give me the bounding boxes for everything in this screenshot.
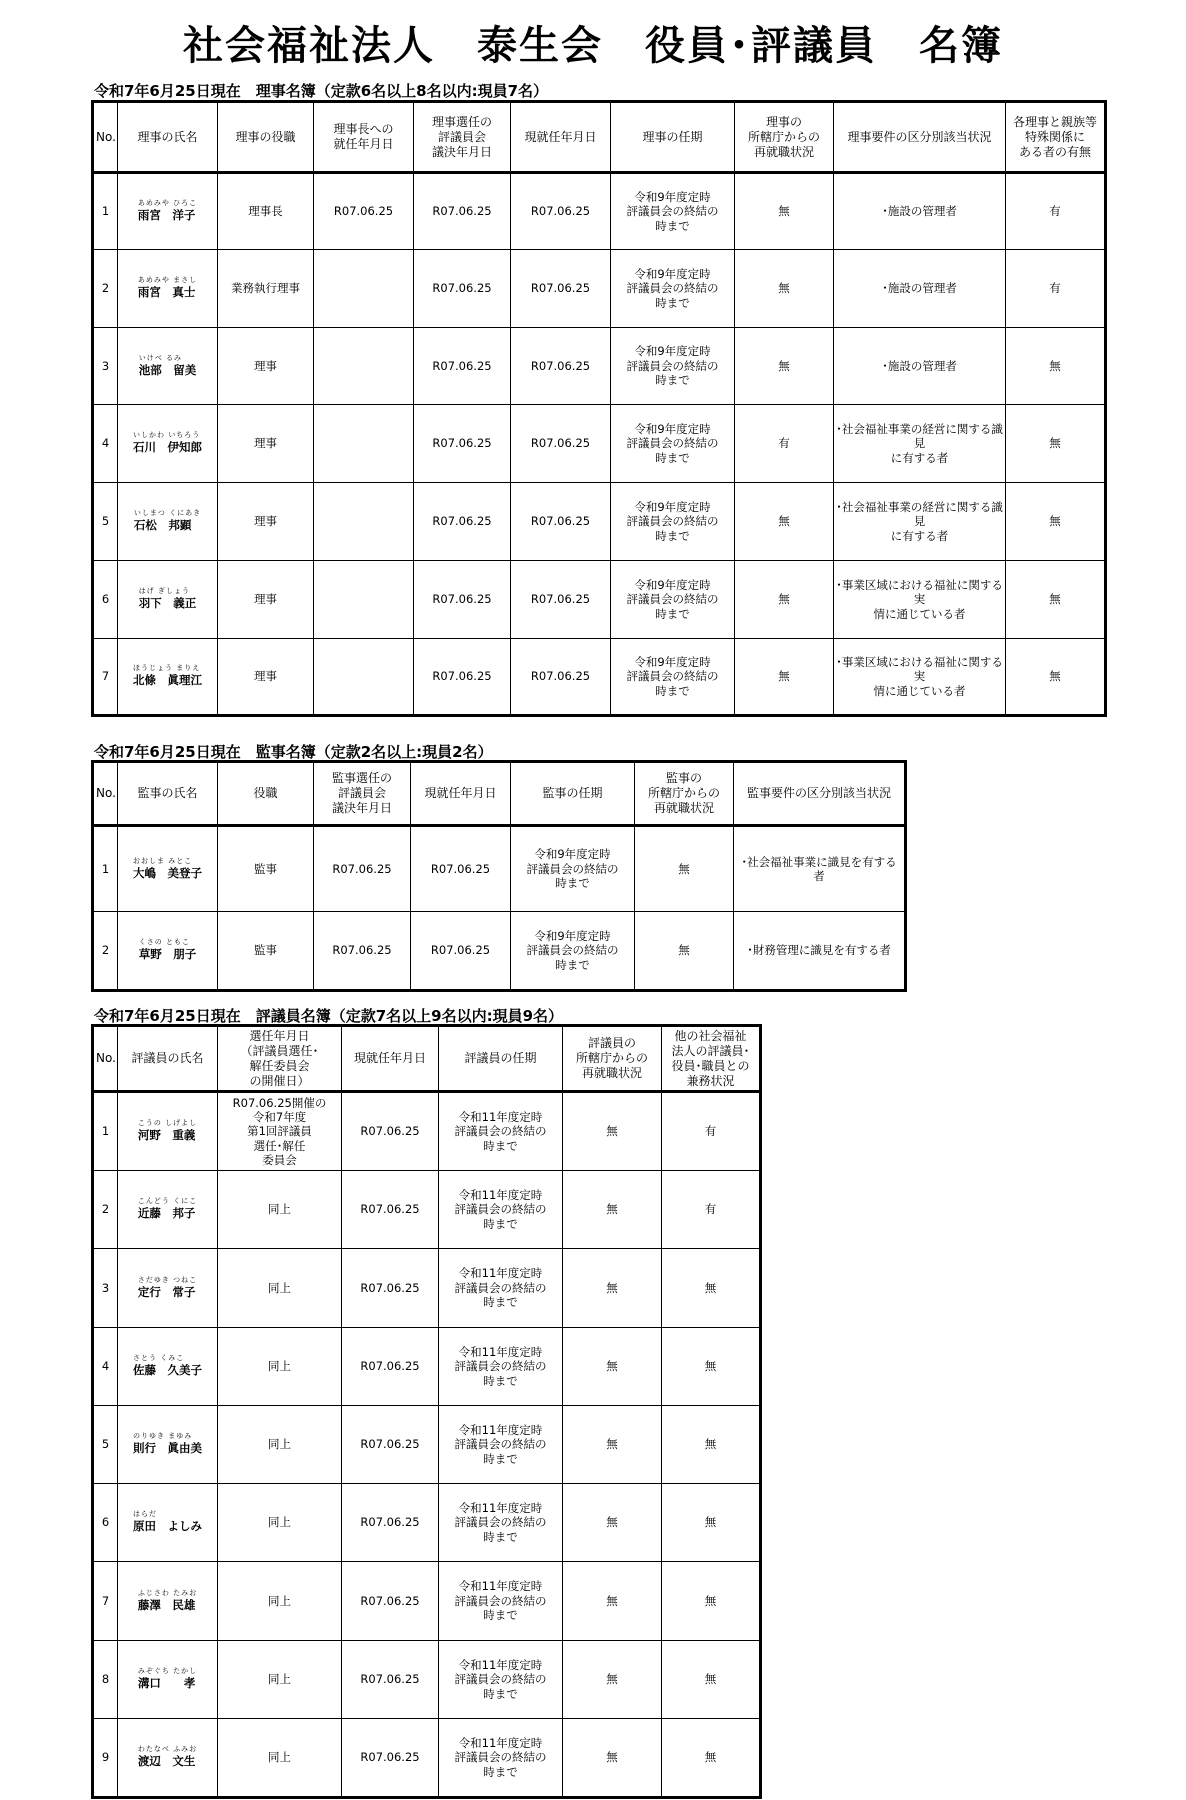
term-cell: 令和11年度定時 評議員会の終結の 時まで bbox=[439, 1562, 563, 1641]
selection-date-cell: 同上 bbox=[218, 1406, 342, 1484]
reemployment-cell: 無 bbox=[563, 1562, 662, 1641]
column-header: 理事要件の区分別該当状況 bbox=[834, 102, 1006, 173]
resolution-date-cell: R07.06.25 bbox=[314, 826, 411, 912]
column-header: 監事の任期 bbox=[511, 762, 635, 826]
selection-date-cell: 同上 bbox=[218, 1328, 342, 1406]
row-number: 1 bbox=[93, 1092, 118, 1171]
row-number: 9 bbox=[93, 1719, 118, 1798]
column-header: 監事選任の 評議員会 議決年月日 bbox=[314, 762, 411, 826]
requirement-cell: ･事業区域における福祉に関する実 情に通じている者 bbox=[834, 561, 1006, 639]
table-row bbox=[93, 1484, 761, 1562]
table-row bbox=[93, 1328, 761, 1406]
name-cell bbox=[118, 1171, 218, 1249]
table-row bbox=[93, 1719, 761, 1798]
term-cell: 令和11年度定時 評議員会の終結の 時まで bbox=[439, 1328, 563, 1406]
person-name: 雨宮 真士 bbox=[137, 285, 196, 300]
concurrent-post-cell: 無 bbox=[662, 1406, 761, 1484]
row-number: 5 bbox=[93, 1406, 118, 1484]
name-ruby: わたなべ ふみお bbox=[137, 1745, 198, 1754]
term-cell: 令和11年度定時 評議員会の終結の 時まで bbox=[439, 1406, 563, 1484]
chair-date-cell bbox=[314, 561, 414, 639]
chair-date-cell bbox=[314, 328, 414, 405]
column-header: 役職 bbox=[218, 762, 314, 826]
name-cell bbox=[118, 405, 218, 483]
appointed-date-cell: R07.06.25 bbox=[342, 1406, 439, 1484]
appointed-date-cell: R07.06.25 bbox=[342, 1092, 439, 1171]
role-cell: 理事長 bbox=[218, 173, 314, 250]
name-ruby: いしまつ くにあき bbox=[133, 509, 202, 518]
requirement-cell: ･社会福祉事業の経営に関する識見 に有する者 bbox=[834, 483, 1006, 561]
name-cell bbox=[118, 1719, 218, 1798]
reemployment-cell: 無 bbox=[735, 250, 834, 328]
appointed-date-cell: R07.06.25 bbox=[342, 1171, 439, 1249]
name-ruby: いけべ るみ bbox=[138, 353, 182, 362]
reemployment-cell: 無 bbox=[735, 483, 834, 561]
auditors-header-row bbox=[93, 762, 906, 826]
column-header: 評議員の 所轄庁からの 再就職状況 bbox=[563, 1026, 662, 1092]
column-header: 監事要件の区分別該当状況 bbox=[734, 762, 906, 826]
name-cell bbox=[118, 1092, 218, 1171]
term-cell: 令和9年度定時 評議員会の終結の 時まで bbox=[611, 250, 735, 328]
term-cell: 令和11年度定時 評議員会の終結の 時まで bbox=[439, 1641, 563, 1719]
name-cell bbox=[118, 1484, 218, 1562]
term-cell: 令和9年度定時 評議員会の終結の 時まで bbox=[511, 826, 635, 912]
row-number: 2 bbox=[93, 1171, 118, 1249]
person-name: 藤澤 民雄 bbox=[137, 1597, 196, 1612]
name-ruby: あめみや ひろこ bbox=[137, 199, 198, 208]
relative-cell: 無 bbox=[1006, 483, 1106, 561]
reemployment-cell: 無 bbox=[635, 826, 734, 912]
person-name: 近藤 邦子 bbox=[137, 1206, 196, 1221]
name-ruby: こんどう くにこ bbox=[137, 1197, 198, 1206]
row-number: 1 bbox=[93, 826, 118, 912]
person-name: 北條 眞理江 bbox=[133, 673, 202, 688]
appointed-date-cell: R07.06.25 bbox=[511, 328, 611, 405]
row-number: 7 bbox=[93, 639, 118, 716]
person-name: 石松 邦顕 bbox=[133, 518, 192, 533]
term-cell: 令和11年度定時 評議員会の終結の 時まで bbox=[439, 1249, 563, 1328]
reemployment-cell: 無 bbox=[735, 561, 834, 639]
requirement-cell: ･社会福祉事業に識見を有する者 bbox=[734, 826, 906, 912]
chair-date-cell bbox=[314, 250, 414, 328]
name-cell bbox=[118, 826, 218, 912]
resolution-date-cell: R07.06.25 bbox=[414, 328, 511, 405]
table-row bbox=[93, 405, 1106, 483]
name-cell bbox=[118, 250, 218, 328]
column-header: 選任年月日 （評議員選任･ 解任委員会 の開催日） bbox=[218, 1026, 342, 1092]
person-name: 草野 朋子 bbox=[138, 947, 197, 962]
resolution-date-cell: R07.06.25 bbox=[414, 405, 511, 483]
auditors-table bbox=[91, 760, 907, 992]
column-header: 理事長への 就任年月日 bbox=[314, 102, 414, 173]
reemployment-cell: 無 bbox=[563, 1641, 662, 1719]
table-row bbox=[93, 561, 1106, 639]
term-cell: 令和9年度定時 評議員会の終結の 時まで bbox=[611, 173, 735, 250]
person-name: 定行 常子 bbox=[137, 1284, 196, 1299]
relative-cell: 無 bbox=[1006, 639, 1106, 716]
row-number: 8 bbox=[93, 1641, 118, 1719]
councillors-table bbox=[91, 1024, 762, 1799]
table-row bbox=[93, 328, 1106, 405]
column-header: 現就任年月日 bbox=[511, 102, 611, 173]
person-name: 則行 眞由美 bbox=[133, 1441, 202, 1456]
table-row bbox=[93, 1171, 761, 1249]
column-header: No. bbox=[93, 102, 118, 173]
directors-table bbox=[91, 100, 1107, 717]
table-row bbox=[93, 1406, 761, 1484]
column-header: 他の社会福祉 法人の評議員･ 役員･職員との 兼務状況 bbox=[662, 1026, 761, 1092]
column-header: 理事の役職 bbox=[218, 102, 314, 173]
name-cell bbox=[118, 1328, 218, 1406]
reemployment-cell: 無 bbox=[735, 173, 834, 250]
name-ruby: ふじさわ たみお bbox=[137, 1588, 198, 1597]
person-name: 石川 伊知郎 bbox=[133, 440, 202, 455]
auditors-caption: 令和7年6月25日現在 監事名簿（定款2名以上:現員2名） bbox=[94, 743, 493, 761]
name-cell bbox=[118, 483, 218, 561]
requirement-cell: ･社会福祉事業の経営に関する識見 に有する者 bbox=[834, 405, 1006, 483]
reemployment-cell: 無 bbox=[735, 328, 834, 405]
name-ruby: はげ ぎしょう bbox=[138, 587, 190, 596]
name-ruby: おおしま みとこ bbox=[133, 856, 193, 865]
term-cell: 令和9年度定時 評議員会の終結の 時まで bbox=[611, 483, 735, 561]
name-ruby: のりゆき まゆみ bbox=[133, 1432, 193, 1441]
relative-cell: 有 bbox=[1006, 250, 1106, 328]
term-cell: 令和11年度定時 評議員会の終結の 時まで bbox=[439, 1719, 563, 1798]
person-name: 羽下 義正 bbox=[138, 596, 197, 611]
relative-cell: 無 bbox=[1006, 328, 1106, 405]
concurrent-post-cell: 無 bbox=[662, 1484, 761, 1562]
row-number: 6 bbox=[93, 1484, 118, 1562]
role-cell: 監事 bbox=[218, 826, 314, 912]
resolution-date-cell: R07.06.25 bbox=[314, 912, 411, 991]
column-header: 評議員の氏名 bbox=[118, 1026, 218, 1092]
person-name: 佐藤 久美子 bbox=[133, 1363, 202, 1378]
appointed-date-cell: R07.06.25 bbox=[511, 405, 611, 483]
chair-date-cell bbox=[314, 483, 414, 561]
reemployment-cell: 無 bbox=[563, 1328, 662, 1406]
term-cell: 令和9年度定時 評議員会の終結の 時まで bbox=[611, 561, 735, 639]
role-cell: 監事 bbox=[218, 912, 314, 991]
appointed-date-cell: R07.06.25 bbox=[511, 173, 611, 250]
term-cell: 令和9年度定時 評議員会の終結の 時まで bbox=[611, 328, 735, 405]
row-number: 4 bbox=[93, 1328, 118, 1406]
term-cell: 令和11年度定時 評議員会の終結の 時まで bbox=[439, 1092, 563, 1171]
appointed-date-cell: R07.06.25 bbox=[342, 1719, 439, 1798]
reemployment-cell: 無 bbox=[563, 1092, 662, 1171]
name-ruby: ほうじょう まりえ bbox=[133, 664, 201, 673]
concurrent-post-cell: 無 bbox=[662, 1719, 761, 1798]
reemployment-cell: 無 bbox=[563, 1406, 662, 1484]
column-header: 現就任年月日 bbox=[342, 1026, 439, 1092]
table-row bbox=[93, 639, 1106, 716]
reemployment-cell: 無 bbox=[735, 639, 834, 716]
concurrent-post-cell: 有 bbox=[662, 1092, 761, 1171]
appointed-date-cell: R07.06.25 bbox=[511, 250, 611, 328]
selection-date-cell: 同上 bbox=[218, 1171, 342, 1249]
name-ruby: いしかわ いちろう bbox=[133, 431, 201, 440]
concurrent-post-cell: 無 bbox=[662, 1641, 761, 1719]
column-header: 各理事と親族等 特殊関係に ある者の有無 bbox=[1006, 102, 1106, 173]
requirement-cell: ･施設の管理者 bbox=[834, 328, 1006, 405]
selection-date-cell: R07.06.25開催の 令和7年度 第1回評議員 選任･解任 委員会 bbox=[218, 1092, 342, 1171]
councillors-caption: 令和7年6月25日現在 評議員名簿（定款7名以上9名以内:現員9名） bbox=[94, 1007, 564, 1025]
row-number: 1 bbox=[93, 173, 118, 250]
table-row bbox=[93, 250, 1106, 328]
row-number: 2 bbox=[93, 250, 118, 328]
role-cell: 理事 bbox=[218, 561, 314, 639]
name-ruby: くさの ともこ bbox=[138, 938, 190, 947]
name-cell bbox=[118, 1562, 218, 1641]
concurrent-post-cell: 無 bbox=[662, 1249, 761, 1328]
name-cell bbox=[118, 173, 218, 250]
appointed-date-cell: R07.06.25 bbox=[511, 561, 611, 639]
column-header: No. bbox=[93, 762, 118, 826]
selection-date-cell: 同上 bbox=[218, 1641, 342, 1719]
appointed-date-cell: R07.06.25 bbox=[342, 1484, 439, 1562]
appointed-date-cell: R07.06.25 bbox=[511, 483, 611, 561]
column-header: 理事の 所轄庁からの 再就職状況 bbox=[735, 102, 834, 173]
row-number: 7 bbox=[93, 1562, 118, 1641]
table-row bbox=[93, 1249, 761, 1328]
resolution-date-cell: R07.06.25 bbox=[414, 173, 511, 250]
column-header: 理事選任の 評議員会 議決年月日 bbox=[414, 102, 511, 173]
relative-cell: 無 bbox=[1006, 561, 1106, 639]
appointed-date-cell: R07.06.25 bbox=[342, 1328, 439, 1406]
requirement-cell: ･財務管理に識見を有する者 bbox=[734, 912, 906, 991]
requirement-cell: ･施設の管理者 bbox=[834, 173, 1006, 250]
resolution-date-cell: R07.06.25 bbox=[414, 483, 511, 561]
term-cell: 令和9年度定時 評議員会の終結の 時まで bbox=[511, 912, 635, 991]
person-name: 溝口 孝 bbox=[137, 1676, 196, 1691]
term-cell: 令和9年度定時 評議員会の終結の 時まで bbox=[611, 405, 735, 483]
column-header: 監事の 所轄庁からの 再就職状況 bbox=[635, 762, 734, 826]
reemployment-cell: 無 bbox=[563, 1249, 662, 1328]
chair-date-cell bbox=[314, 405, 414, 483]
reemployment-cell: 無 bbox=[563, 1484, 662, 1562]
column-header: 監事の氏名 bbox=[118, 762, 218, 826]
name-cell bbox=[118, 912, 218, 991]
person-name: 渡辺 文生 bbox=[137, 1754, 196, 1769]
selection-date-cell: 同上 bbox=[218, 1719, 342, 1798]
concurrent-post-cell: 無 bbox=[662, 1562, 761, 1641]
relative-cell: 無 bbox=[1006, 405, 1106, 483]
requirement-cell: ･事業区域における福祉に関する実 情に通じている者 bbox=[834, 639, 1006, 716]
appointed-date-cell: R07.06.25 bbox=[342, 1562, 439, 1641]
row-number: 2 bbox=[93, 912, 118, 991]
row-number: 6 bbox=[93, 561, 118, 639]
chair-date-cell bbox=[314, 639, 414, 716]
role-cell: 業務執行理事 bbox=[218, 250, 314, 328]
column-header: 理事の任期 bbox=[611, 102, 735, 173]
table-row bbox=[93, 912, 906, 991]
term-cell: 令和9年度定時 評議員会の終結の 時まで bbox=[611, 639, 735, 716]
name-ruby: さとう くみこ bbox=[133, 1354, 185, 1363]
directors-header-row bbox=[93, 102, 1106, 173]
table-row bbox=[93, 483, 1106, 561]
appointed-date-cell: R07.06.25 bbox=[342, 1249, 439, 1328]
name-cell bbox=[118, 1406, 218, 1484]
table-row bbox=[93, 1562, 761, 1641]
name-cell bbox=[118, 561, 218, 639]
row-number: 4 bbox=[93, 405, 118, 483]
name-cell bbox=[118, 1641, 218, 1719]
appointed-date-cell: R07.06.25 bbox=[411, 912, 511, 991]
table-row bbox=[93, 173, 1106, 250]
person-name: 池部 留美 bbox=[138, 362, 197, 377]
person-name: 雨宮 洋子 bbox=[137, 208, 196, 223]
person-name: 河野 重義 bbox=[137, 1128, 196, 1143]
role-cell: 理事 bbox=[218, 328, 314, 405]
name-ruby: はらだ bbox=[133, 1510, 157, 1519]
councillors-header-row bbox=[93, 1026, 761, 1092]
role-cell: 理事 bbox=[218, 639, 314, 716]
requirement-cell: ･施設の管理者 bbox=[834, 250, 1006, 328]
appointed-date-cell: R07.06.25 bbox=[342, 1641, 439, 1719]
name-cell bbox=[118, 639, 218, 716]
term-cell: 令和11年度定時 評議員会の終結の 時まで bbox=[439, 1171, 563, 1249]
role-cell: 理事 bbox=[218, 405, 314, 483]
name-ruby: あめみや まさし bbox=[137, 276, 198, 285]
appointed-date-cell: R07.06.25 bbox=[511, 639, 611, 716]
name-ruby: こうの しげよし bbox=[137, 1119, 198, 1128]
selection-date-cell: 同上 bbox=[218, 1562, 342, 1641]
resolution-date-cell: R07.06.25 bbox=[414, 561, 511, 639]
person-name: 大嶋 美登子 bbox=[133, 865, 202, 880]
concurrent-post-cell: 有 bbox=[662, 1171, 761, 1249]
person-name: 原田 よしみ bbox=[133, 1519, 202, 1534]
row-number: 5 bbox=[93, 483, 118, 561]
reemployment-cell: 有 bbox=[735, 405, 834, 483]
column-header: 理事の氏名 bbox=[118, 102, 218, 173]
reemployment-cell: 無 bbox=[563, 1719, 662, 1798]
table-row bbox=[93, 1641, 761, 1719]
resolution-date-cell: R07.06.25 bbox=[414, 639, 511, 716]
column-header: 評議員の任期 bbox=[439, 1026, 563, 1092]
column-header: No. bbox=[93, 1026, 118, 1092]
selection-date-cell: 同上 bbox=[218, 1249, 342, 1328]
row-number: 3 bbox=[93, 328, 118, 405]
role-cell: 理事 bbox=[218, 483, 314, 561]
name-cell bbox=[118, 1249, 218, 1328]
column-header: 現就任年月日 bbox=[411, 762, 511, 826]
table-row bbox=[93, 826, 906, 912]
directors-caption: 令和7年6月25日現在 理事名簿（定款6名以上8名以内:現員7名） bbox=[94, 82, 549, 100]
concurrent-post-cell: 無 bbox=[662, 1328, 761, 1406]
page-title: 社会福祉法人 泰生会 役員･評議員 名簿 bbox=[183, 23, 1003, 69]
appointed-date-cell: R07.06.25 bbox=[411, 826, 511, 912]
reemployment-cell: 無 bbox=[635, 912, 734, 991]
name-ruby: さだゆき つねこ bbox=[137, 1275, 198, 1284]
table-row bbox=[93, 1092, 761, 1171]
chair-date-cell: R07.06.25 bbox=[314, 173, 414, 250]
name-cell bbox=[118, 328, 218, 405]
term-cell: 令和11年度定時 評議員会の終結の 時まで bbox=[439, 1484, 563, 1562]
resolution-date-cell: R07.06.25 bbox=[414, 250, 511, 328]
reemployment-cell: 無 bbox=[563, 1171, 662, 1249]
name-ruby: みぞぐち たかし bbox=[137, 1667, 198, 1676]
relative-cell: 有 bbox=[1006, 173, 1106, 250]
selection-date-cell: 同上 bbox=[218, 1484, 342, 1562]
row-number: 3 bbox=[93, 1249, 118, 1328]
